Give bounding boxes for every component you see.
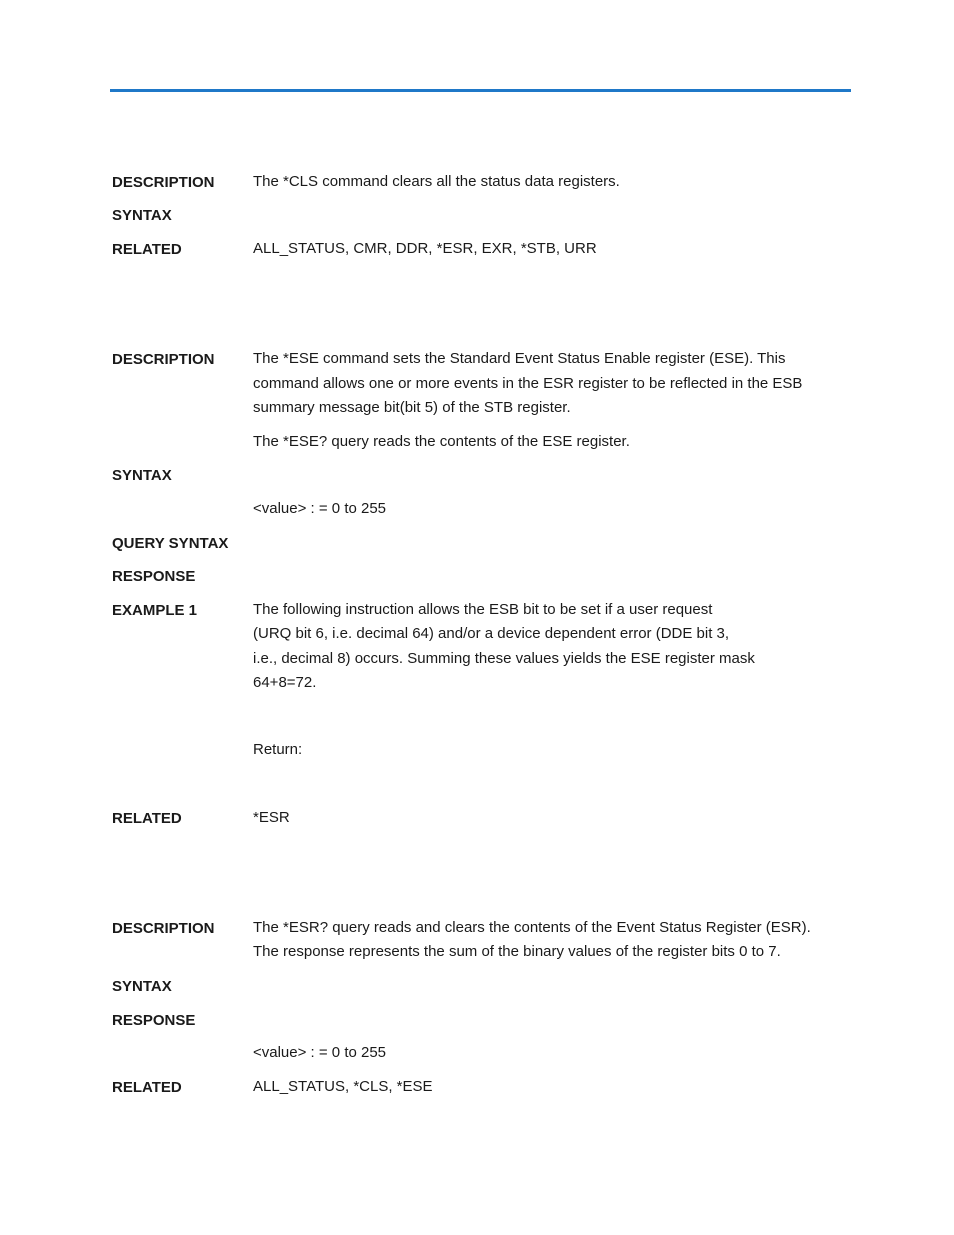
esr-response-label: RESPONSE xyxy=(112,1012,196,1029)
ese-syntax-label: SYNTAX xyxy=(112,467,172,484)
esr-description-label: DESCRIPTION xyxy=(112,920,215,937)
ese-description-line-3: summary message bit(bit 5) of the STB register. xyxy=(253,399,571,416)
ese-example-line-1: The following instruction allows the ESB bit to be set if a user request xyxy=(253,601,713,618)
esr-syntax-label: SYNTAX xyxy=(112,978,172,995)
ese-related-label: RELATED xyxy=(112,810,182,827)
ese-example-line-3: i.e., decimal 8) occurs. Summing these values yields the ESE register mask xyxy=(253,650,755,667)
esr-related-label: RELATED xyxy=(112,1079,182,1096)
header-rule xyxy=(110,89,851,92)
ese-example1-label: EXAMPLE 1 xyxy=(112,602,198,619)
ese-description-line-1: The *ESE command sets the Standard Event Status Enable register (ESE). This xyxy=(253,350,786,367)
ese-example-line-4: 64+8=72. xyxy=(253,674,317,691)
ese-query-note: The *ESE? query reads the contents of the ESE register. xyxy=(253,433,630,450)
esr-description-line-2: The response represents the sum of the binary values of the register bits 0 to 7. xyxy=(253,943,781,960)
esr-description-line-1: The *ESR? query reads and clears the contents of the Event Status Register (ESR). xyxy=(253,919,811,936)
ese-description-label: DESCRIPTION xyxy=(112,351,215,368)
ese-return-label: Return: xyxy=(253,741,303,758)
ese-example-line-2: (URQ bit 6, i.e. decimal 64) and/or a device dependent error (DDE bit 3, xyxy=(253,625,730,642)
cls-description-text: The *CLS command clears all the status data registers. xyxy=(253,173,620,190)
cls-related-label: RELATED xyxy=(112,241,182,258)
ese-query-syntax-label: QUERY SYNTAX xyxy=(112,535,229,552)
cls-description-label: DESCRIPTION xyxy=(112,174,215,191)
ese-value-range: <value> : = 0 to 255 xyxy=(253,500,387,517)
ese-response-label: RESPONSE xyxy=(112,568,196,585)
ese-description-line-2: command allows one or more events in the ESR register to be reflected in the ESB xyxy=(253,375,803,392)
esr-related-text: ALL_STATUS, *CLS, *ESE xyxy=(253,1078,433,1095)
ese-related-text: *ESR xyxy=(253,809,290,826)
cls-syntax-label: SYNTAX xyxy=(112,207,172,224)
cls-related-text: ALL_STATUS, CMR, DDR, *ESR, EXR, *STB, URR xyxy=(253,240,597,257)
esr-value-range: <value> : = 0 to 255 xyxy=(253,1044,387,1061)
